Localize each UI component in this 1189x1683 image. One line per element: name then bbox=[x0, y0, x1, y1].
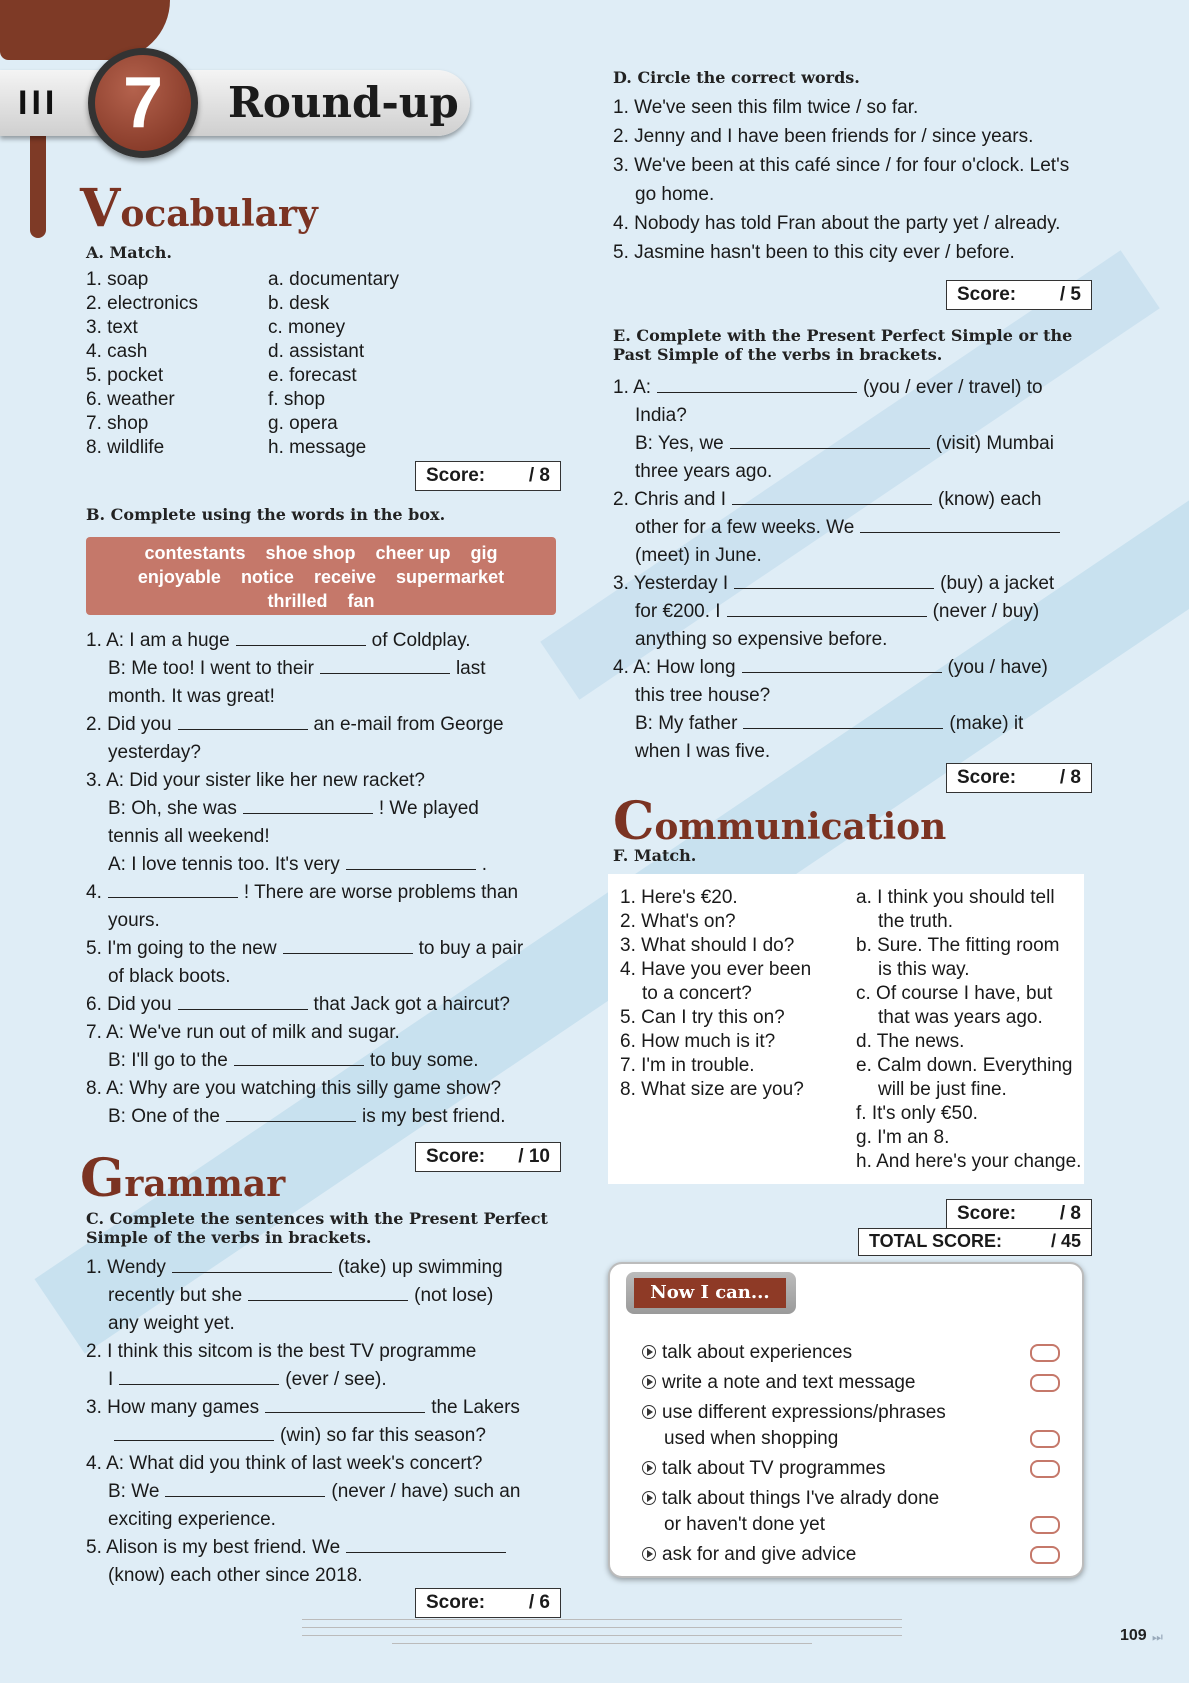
line-text: three years ago. bbox=[635, 461, 773, 482]
total-score-box: TOTAL SCORE: / 45 bbox=[858, 1228, 1092, 1256]
task-e-items bbox=[613, 374, 1066, 766]
match-a-right-list bbox=[268, 268, 399, 460]
answer-blank[interactable] bbox=[165, 1479, 325, 1497]
can-do-text: used when shopping bbox=[664, 1428, 839, 1449]
line-text: ! There are worse problems than bbox=[243, 882, 519, 903]
list-item: 8. What size are you? bbox=[620, 1079, 804, 1100]
task-d-items bbox=[613, 93, 1069, 267]
line-text: 4. bbox=[86, 882, 102, 903]
list-item: to a concert? bbox=[642, 983, 752, 1004]
list-item: 3. What should I do? bbox=[620, 935, 795, 956]
exercise-line bbox=[86, 711, 523, 739]
task-b-instruction: B. Complete using the words in the box. bbox=[86, 505, 446, 524]
line-text: 7. A: We've run out of milk and sugar. bbox=[86, 1022, 400, 1043]
answer-blank[interactable] bbox=[346, 852, 476, 870]
can-do-line bbox=[642, 1486, 1062, 1512]
list-item: g. opera bbox=[268, 413, 338, 434]
score-box-b: Score: / 10 bbox=[415, 1142, 561, 1172]
exercise-line bbox=[613, 710, 1066, 738]
list-item: a. documentary bbox=[268, 269, 399, 290]
exercise-line bbox=[86, 851, 523, 879]
line-text: B: Yes, we bbox=[635, 433, 724, 454]
answer-blank[interactable] bbox=[248, 1283, 408, 1301]
play-bullet-icon bbox=[642, 1491, 656, 1505]
line-text: (never / have) such an bbox=[331, 1481, 521, 1502]
line-text: to buy some. bbox=[369, 1050, 479, 1071]
list-item: 5. Can I try this on? bbox=[620, 1007, 785, 1028]
word-box-row bbox=[86, 565, 556, 589]
exercise-line bbox=[86, 655, 523, 683]
line-text: (you / ever / travel) to bbox=[863, 377, 1043, 398]
answer-blank[interactable] bbox=[172, 1255, 332, 1273]
answer-blank[interactable] bbox=[732, 487, 932, 505]
line-text: for €200. I bbox=[635, 601, 721, 622]
line-text: 4. A: How long bbox=[613, 657, 736, 678]
exercise-line bbox=[613, 402, 1066, 430]
list-item: 2. Jenny and I have been friends for / since years. bbox=[613, 126, 1034, 147]
can-do-line bbox=[642, 1512, 1062, 1538]
answer-blank[interactable] bbox=[742, 655, 942, 673]
can-do-text: ask for and give advice bbox=[662, 1544, 857, 1565]
answer-blank[interactable] bbox=[730, 431, 930, 449]
play-bullet-icon bbox=[642, 1405, 656, 1419]
self-check-box[interactable] bbox=[1030, 1546, 1060, 1564]
vocabulary-heading: Vocabulary bbox=[80, 178, 318, 239]
answer-blank[interactable] bbox=[320, 656, 450, 674]
exercise-line bbox=[86, 795, 523, 823]
line-text: any weight yet. bbox=[108, 1313, 235, 1334]
line-text: (visit) Mumbai bbox=[935, 433, 1054, 454]
exercise-line bbox=[86, 683, 523, 711]
list-item: 1. soap bbox=[86, 269, 149, 290]
task-c-items bbox=[86, 1254, 520, 1590]
list-item: 2. What's on? bbox=[620, 911, 736, 932]
can-do-line bbox=[642, 1400, 1062, 1426]
can-do-text: use different expressions/phrases bbox=[662, 1402, 946, 1423]
self-check-box[interactable] bbox=[1030, 1460, 1060, 1478]
task-c-instruction: C. Complete the sentences with the Present Perfect Simple of the verbs in brackets. bbox=[86, 1209, 548, 1247]
exercise-line bbox=[86, 1534, 520, 1562]
line-text: of black boots. bbox=[108, 966, 231, 987]
list-item: go home. bbox=[635, 184, 715, 205]
exercise-line bbox=[86, 907, 523, 935]
task-e-instruction: E. Complete with the Present Perfect Simple or the Past Simple of the verbs in brackets. bbox=[613, 326, 1073, 364]
answer-blank[interactable] bbox=[119, 1367, 279, 1385]
answer-blank[interactable] bbox=[734, 571, 934, 589]
answer-blank[interactable] bbox=[265, 1395, 425, 1413]
line-text: exciting experience. bbox=[108, 1509, 276, 1530]
line-text: to buy a pair bbox=[418, 938, 524, 959]
answer-blank[interactable] bbox=[346, 1535, 506, 1553]
answer-blank[interactable] bbox=[114, 1423, 274, 1441]
line-text: when I was five. bbox=[635, 741, 771, 762]
line-text: an e-mail from George bbox=[313, 714, 504, 735]
match-f-right-list bbox=[856, 886, 1081, 1174]
list-item: 6. weather bbox=[86, 389, 175, 410]
now-i-can-label: Now I can... bbox=[634, 1278, 786, 1308]
task-d-instruction: D. Circle the correct words. bbox=[613, 68, 860, 87]
line-text: of Coldplay. bbox=[371, 630, 471, 651]
exercise-line bbox=[613, 458, 1066, 486]
line-text: 1. Wendy bbox=[86, 1257, 166, 1278]
box-word: supermarket bbox=[396, 567, 505, 587]
list-item: b. desk bbox=[268, 293, 330, 314]
line-text: I bbox=[108, 1369, 114, 1390]
box-word: gig bbox=[470, 543, 498, 563]
exercise-line bbox=[86, 823, 523, 851]
line-text: yesterday? bbox=[108, 742, 201, 763]
exercise-line bbox=[86, 935, 523, 963]
unit-number-badge: 7 bbox=[88, 48, 198, 158]
answer-blank[interactable] bbox=[283, 936, 413, 954]
list-item: d. The news. bbox=[856, 1031, 965, 1052]
exercise-line bbox=[86, 1422, 520, 1450]
page-title: Round-up bbox=[228, 78, 459, 127]
line-text: 4. A: What did you think of last week's concert? bbox=[86, 1453, 483, 1474]
exercise-line bbox=[613, 626, 1066, 654]
can-do-text: or haven't done yet bbox=[664, 1514, 826, 1535]
answer-blank[interactable] bbox=[108, 880, 238, 898]
can-do-item bbox=[642, 1486, 1062, 1538]
exercise-line bbox=[613, 570, 1066, 598]
exercise-line bbox=[86, 1019, 523, 1047]
line-text: (ever / see). bbox=[285, 1369, 387, 1390]
line-text: India? bbox=[635, 405, 687, 426]
line-text: B: My father bbox=[635, 713, 738, 734]
exercise-line bbox=[613, 654, 1066, 682]
exercise-line bbox=[613, 738, 1066, 766]
list-item: 4. Have you ever been bbox=[620, 959, 812, 980]
exercise-line bbox=[86, 767, 523, 795]
can-do-text: talk about things I've alrady done bbox=[662, 1488, 940, 1509]
exercise-line bbox=[86, 1338, 520, 1366]
list-item: a. I think you should tell bbox=[856, 887, 1055, 908]
list-item: e. Calm down. Everything bbox=[856, 1055, 1073, 1076]
header-drip-decoration bbox=[30, 130, 46, 238]
communication-heading: Communication bbox=[613, 791, 947, 852]
list-item: e. forecast bbox=[268, 365, 357, 386]
list-item: 1. Here's €20. bbox=[620, 887, 738, 908]
answer-blank[interactable] bbox=[860, 515, 1060, 533]
self-check-box[interactable] bbox=[1030, 1374, 1060, 1392]
answer-blank[interactable] bbox=[243, 796, 373, 814]
list-item: will be just fine. bbox=[878, 1079, 1007, 1100]
exercise-line bbox=[613, 598, 1066, 626]
score-box-f: Score: / 8 bbox=[946, 1199, 1092, 1229]
box-word: enjoyable bbox=[137, 567, 221, 587]
word-box-row bbox=[86, 589, 556, 613]
play-bullet-icon bbox=[642, 1547, 656, 1561]
exercise-line bbox=[86, 1254, 520, 1282]
answer-blank[interactable] bbox=[657, 375, 857, 393]
can-do-item bbox=[642, 1542, 1062, 1568]
line-text: 3. How many games bbox=[86, 1397, 260, 1418]
list-item: c. money bbox=[268, 317, 346, 338]
list-item: 5. pocket bbox=[86, 365, 164, 386]
can-do-line bbox=[642, 1340, 1062, 1366]
list-item: 1. We've seen this film twice / so far. bbox=[613, 97, 919, 118]
line-text: B: One of the bbox=[108, 1106, 220, 1127]
exercise-line bbox=[86, 991, 523, 1019]
box-word: receive bbox=[313, 567, 377, 587]
line-text: 2. I think this sitcom is the best TV programme bbox=[86, 1341, 477, 1362]
line-text: (take) up swimming bbox=[337, 1257, 503, 1278]
box-word: cheer up bbox=[375, 543, 451, 563]
line-text: ! We played bbox=[378, 798, 479, 819]
list-item: 4. cash bbox=[86, 341, 148, 362]
list-item: 6. How much is it? bbox=[620, 1031, 776, 1052]
exercise-line bbox=[86, 879, 523, 907]
answer-blank[interactable] bbox=[226, 1104, 356, 1122]
line-text: 1. A: I am a huge bbox=[86, 630, 230, 651]
page-number: 109 bbox=[1120, 1627, 1147, 1644]
box-word: shoe shop bbox=[265, 543, 356, 563]
list-item: 3. We've been at this café since / for four o'clock. Let's bbox=[613, 155, 1070, 176]
list-item: b. Sure. The fitting room bbox=[856, 935, 1060, 956]
box-word: fan bbox=[347, 591, 375, 611]
answer-blank[interactable] bbox=[727, 599, 927, 617]
line-text: (make) it bbox=[949, 713, 1024, 734]
line-text: (buy) a jacket bbox=[940, 573, 1055, 594]
answer-blank[interactable] bbox=[234, 1048, 364, 1066]
line-text: B: Me too! I went to their bbox=[108, 658, 314, 679]
line-text: that Jack got a haircut? bbox=[313, 994, 510, 1015]
line-text: 5. Alison is my best friend. We bbox=[86, 1537, 341, 1558]
box-word: contestants bbox=[144, 543, 246, 563]
exercise-line bbox=[86, 1562, 520, 1590]
score-box-c: Score: / 6 bbox=[415, 1588, 561, 1618]
can-do-text: talk about experiences bbox=[662, 1342, 853, 1363]
exercise-line bbox=[86, 1282, 520, 1310]
score-box-a: Score: / 8 bbox=[415, 461, 561, 491]
list-item: 3. text bbox=[86, 317, 138, 338]
can-do-item bbox=[642, 1400, 1062, 1452]
list-item: f. shop bbox=[268, 389, 326, 410]
exercise-line bbox=[86, 1394, 520, 1422]
line-text: the Lakers bbox=[431, 1397, 520, 1418]
copyright-footer bbox=[302, 1614, 902, 1644]
answer-blank[interactable] bbox=[236, 628, 366, 646]
line-text: recently but she bbox=[108, 1285, 243, 1306]
exercise-line bbox=[86, 1478, 520, 1506]
unit-bars: III bbox=[18, 84, 59, 122]
list-item: 5. Jasmine hasn't been to this city ever / before. bbox=[613, 242, 1015, 263]
line-text: (meet) in June. bbox=[635, 545, 762, 566]
exercise-line bbox=[86, 1103, 523, 1131]
line-text: yours. bbox=[108, 910, 160, 931]
line-text: B: I'll go to the bbox=[108, 1050, 228, 1071]
box-word: notice bbox=[240, 567, 294, 587]
line-text: 5. I'm going to the new bbox=[86, 938, 277, 959]
line-text: 3. A: Did your sister like her new racket? bbox=[86, 770, 425, 791]
line-text: B: Oh, she was bbox=[108, 798, 237, 819]
next-page-icon: ⏭ bbox=[1152, 1630, 1163, 1644]
exercise-line bbox=[86, 1310, 520, 1338]
list-item: 8. wildlife bbox=[86, 437, 165, 458]
score-box-d: Score: / 5 bbox=[946, 280, 1092, 310]
line-text: . bbox=[481, 854, 488, 875]
line-text: last bbox=[455, 658, 486, 679]
exercise-line bbox=[86, 1506, 520, 1534]
exercise-line bbox=[613, 514, 1066, 542]
list-item: g. I'm an 8. bbox=[856, 1127, 950, 1148]
list-item: h. message bbox=[268, 437, 367, 458]
can-do-line bbox=[642, 1456, 1062, 1482]
can-do-item bbox=[642, 1456, 1062, 1482]
answer-blank[interactable] bbox=[178, 992, 308, 1010]
exercise-line bbox=[86, 1075, 523, 1103]
answer-blank[interactable] bbox=[743, 711, 943, 729]
exercise-line bbox=[613, 682, 1066, 710]
can-do-line bbox=[642, 1542, 1062, 1568]
word-box-row bbox=[86, 541, 556, 565]
exercise-line bbox=[613, 542, 1066, 570]
line-text: A: I love tennis too. It's very bbox=[108, 854, 340, 875]
line-text: 2. Did you bbox=[86, 714, 172, 735]
can-do-item bbox=[642, 1340, 1062, 1366]
self-check-box[interactable] bbox=[1030, 1344, 1060, 1362]
self-check-box[interactable] bbox=[1030, 1516, 1060, 1534]
list-item: that was years ago. bbox=[878, 1007, 1043, 1028]
list-item: h. And here's your change. bbox=[856, 1151, 1082, 1172]
self-check-box[interactable] bbox=[1030, 1430, 1060, 1448]
list-item: 4. Nobody has told Fran about the party yet / already. bbox=[613, 213, 1061, 234]
line-text: B: We bbox=[108, 1481, 160, 1502]
exercise-line bbox=[86, 627, 523, 655]
line-text: 6. Did you bbox=[86, 994, 172, 1015]
exercise-line bbox=[86, 739, 523, 767]
line-text: 3. Yesterday I bbox=[613, 573, 729, 594]
line-text: 1. A: bbox=[613, 377, 652, 398]
match-f-left-list bbox=[620, 886, 811, 1102]
grammar-heading: Grammar bbox=[80, 1148, 286, 1209]
exercise-line bbox=[613, 374, 1066, 402]
list-item: c. Of course I have, but bbox=[856, 983, 1053, 1004]
can-do-line bbox=[642, 1426, 1062, 1452]
line-text: (know) each other since 2018. bbox=[108, 1565, 363, 1586]
list-item: d. assistant bbox=[268, 341, 365, 362]
task-b-items bbox=[86, 627, 523, 1131]
exercise-line bbox=[613, 486, 1066, 514]
line-text: other for a few weeks. We bbox=[635, 517, 855, 538]
word-box bbox=[86, 537, 556, 615]
exercise-line bbox=[86, 1450, 520, 1478]
exercise-line bbox=[86, 1366, 520, 1394]
task-a-instruction: A. Match. bbox=[86, 243, 172, 262]
line-text: (win) so far this season? bbox=[280, 1425, 486, 1446]
line-text: (never / buy) bbox=[932, 601, 1040, 622]
exercise-line bbox=[86, 963, 523, 991]
line-text: month. It was great! bbox=[108, 686, 275, 707]
exercise-line bbox=[86, 1047, 523, 1075]
task-f-instruction: F. Match. bbox=[613, 846, 697, 865]
can-do-line bbox=[642, 1370, 1062, 1396]
score-box-e: Score: / 8 bbox=[946, 763, 1092, 793]
line-text: 2. Chris and I bbox=[613, 489, 726, 510]
list-item: is this way. bbox=[878, 959, 970, 980]
list-item: 7. I'm in trouble. bbox=[620, 1055, 755, 1076]
play-bullet-icon bbox=[642, 1461, 656, 1475]
line-text: (you / have) bbox=[947, 657, 1048, 678]
play-bullet-icon bbox=[642, 1345, 656, 1359]
line-text: tennis all weekend! bbox=[108, 826, 270, 847]
can-do-item bbox=[642, 1370, 1062, 1396]
line-text: 8. A: Why are you watching this silly game show? bbox=[86, 1078, 502, 1099]
box-word: thrilled bbox=[267, 591, 328, 611]
answer-blank[interactable] bbox=[178, 712, 308, 730]
list-item: f. It's only €50. bbox=[856, 1103, 978, 1124]
line-text: this tree house? bbox=[635, 685, 771, 706]
line-text: is my best friend. bbox=[361, 1106, 506, 1127]
can-do-text: write a note and text message bbox=[662, 1372, 916, 1393]
exercise-line bbox=[613, 430, 1066, 458]
can-do-text: talk about TV programmes bbox=[662, 1458, 886, 1479]
list-item: the truth. bbox=[878, 911, 953, 932]
play-bullet-icon bbox=[642, 1375, 656, 1389]
line-text: (know) each bbox=[938, 489, 1042, 510]
line-text: anything so expensive before. bbox=[635, 629, 888, 650]
list-item: 7. shop bbox=[86, 413, 149, 434]
line-text: (not lose) bbox=[414, 1285, 494, 1306]
list-item: 2. electronics bbox=[86, 293, 198, 314]
match-a-left-list bbox=[86, 268, 198, 460]
